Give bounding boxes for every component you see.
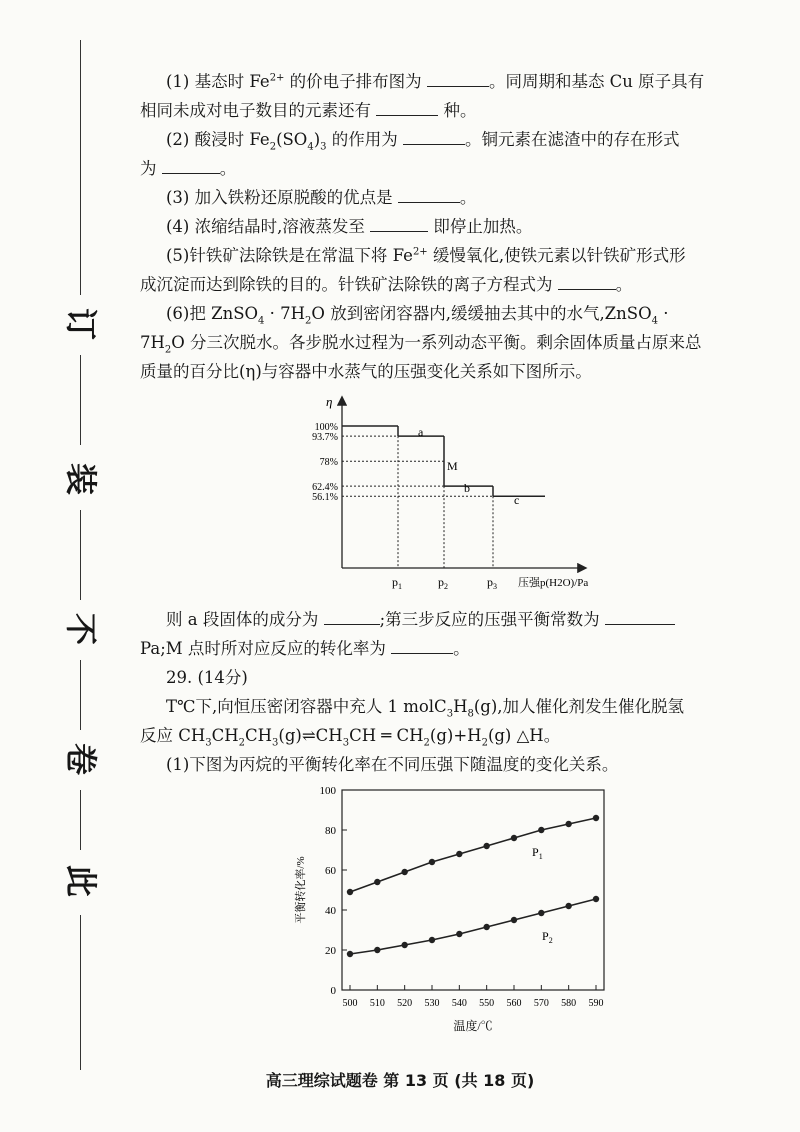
conversion-temperature-chart: [280, 780, 640, 1040]
data-point-p1: [374, 879, 380, 885]
margin-char-zhuang: 装: [62, 462, 100, 495]
segment-label-a: a: [418, 425, 424, 439]
series-line-p2: [350, 899, 596, 954]
answer-blank[interactable]: [376, 99, 438, 116]
question-text: [140, 68, 768, 387]
x-tick-label: 560: [506, 998, 522, 1009]
x-tick-label: 590: [588, 998, 604, 1009]
sub-question-2: (2) 酸浸时 $Fe_2(SO_4)_3$ 的作用为 。铜元素在滤渣中的存在形式: [166, 130, 680, 153]
question-29-stem: T℃下,向恒压密闭容器中充人 1 $molC_3H_8(g)$,加人催化剂发生催化脱氢: [166, 697, 685, 720]
question-29-header: 29. (14分): [166, 668, 248, 687]
answer-blank[interactable]: [605, 608, 675, 625]
sub-question-4: (4) 浓缩结晶时,溶液蒸发至 即停止加热。: [166, 217, 533, 236]
plot-frame: [342, 790, 604, 990]
data-point-p1: [347, 889, 353, 895]
sub-question-1-cont: 相同未成对电子数目的元素还有 种。: [140, 101, 477, 120]
sub-question-3: (3) 加入铁粉还原脱酸的优点是 。: [166, 188, 477, 207]
margin-char-juan: 卷: [62, 742, 100, 775]
data-point-p1: [429, 859, 435, 865]
pressure-tick-label: $p_3$: [487, 575, 497, 591]
y-axis-label: η: [326, 394, 333, 409]
y-axis-title: 平衡转化率/%: [295, 856, 307, 924]
y-tick-label: 20: [325, 945, 336, 957]
data-point-p2: [374, 947, 380, 953]
data-point-p2: [593, 896, 599, 902]
answer-blank[interactable]: [370, 215, 428, 232]
sub-question-5-cont: 成沉淀而达到除铁的目的。针铁矿法除铁的离子方程式为 。: [140, 275, 633, 294]
data-point-p2: [429, 937, 435, 943]
series-line-p1: [350, 818, 596, 892]
sub-question-2-cont: 为 。: [140, 159, 237, 178]
series-label-p2: $P_2$: [542, 929, 553, 945]
x-tick-label: 540: [451, 998, 467, 1009]
answer-blank[interactable]: [162, 157, 220, 174]
sub-question-1: (1) 基态时 $Fe^{2+}$ 的价电子排布图为 。同周期和基态 Cu 原子具有: [166, 72, 705, 91]
pressure-tick-labels: [392, 575, 497, 591]
x-tick-label: 550: [479, 998, 495, 1009]
y-tick-labels: [320, 785, 348, 997]
margin-rule: [80, 660, 81, 730]
eta-pressure-chart: [290, 390, 640, 600]
segment-label-b: b: [464, 481, 470, 495]
sub-question-5: (5)针铁矿法除铁是在常温下将 $Fe^{2+}$ 缓慢氧化,使铁元素以针铁矿形式形: [166, 246, 686, 265]
data-point-p1: [456, 851, 462, 857]
question-29-reaction: 反应 $CH_3CH_2CH_3(g)\rightleftharpoons CH_3CH$ ═ $CH_2(g)+H_2(g)$ △H。: [140, 726, 561, 749]
eta-tick-label: 93.7%: [312, 432, 338, 444]
eta-tick-label: 62.4%: [312, 482, 338, 494]
margin-rule: [80, 40, 81, 295]
sub-question-6-cont2: 质量的百分比(η)与容器中水蒸气的压强变化关系如下图所示。: [140, 362, 592, 381]
pressure-tick-label: $p_2$: [438, 575, 448, 591]
x-tick-label: 510: [369, 998, 385, 1009]
sub-question-6: (6)把 ZnSO$_4$ · $7H_2O$ 放到密闭容器内,缓缓抽去其中的水气,ZnSO$_4$ ·: [166, 304, 669, 327]
series-curves: [347, 815, 599, 957]
data-point-p2: [347, 951, 353, 957]
x-tick-label: 570: [533, 998, 549, 1009]
data-point-p2: [538, 910, 544, 916]
margin-rule: [80, 355, 81, 445]
binding-margin: [18, 40, 100, 1080]
data-point-p2: [456, 931, 462, 937]
pressure-tick-label: $p_1$: [392, 575, 402, 591]
data-point-p2: [511, 917, 517, 923]
data-point-p1: [538, 827, 544, 833]
answer-blank[interactable]: [324, 608, 380, 625]
answer-blank[interactable]: [427, 70, 489, 87]
x-tick-labels: [343, 985, 604, 1009]
data-point-p1: [401, 869, 407, 875]
data-point-p1: [593, 815, 599, 821]
y-tick-label: 0: [330, 985, 336, 997]
sub-question-6-answers-cont: Pa;M 点时所对应反应的转化率为 。: [140, 639, 470, 658]
x-axis-title: 温度/℃: [453, 1019, 493, 1033]
data-point-p1: [511, 835, 517, 841]
data-point-p1: [565, 821, 571, 827]
y-tick-label: 80: [325, 825, 336, 837]
series-label-p1: $P_1$: [532, 845, 543, 861]
sub-question-6-cont: $7H_2O$ 分三次脱水。各步脱水过程为一系列动态平衡。剩余固体质量占原来总: [140, 333, 702, 356]
margin-rule: [80, 510, 81, 600]
margin-char-ci: 此: [62, 864, 100, 897]
eta-tick-label: 100%: [314, 422, 338, 433]
answer-blank[interactable]: [391, 637, 453, 654]
answer-blank[interactable]: [403, 128, 465, 145]
segment-label-c: c: [514, 493, 520, 507]
margin-char-bu: 不: [62, 612, 100, 645]
margin-char-ding: 订: [62, 307, 100, 340]
data-point-p2: [565, 903, 571, 909]
question-text-2: [140, 606, 768, 780]
eta-tick-labels: [312, 422, 338, 503]
y-tick-label: 60: [325, 865, 336, 877]
eta-tick-label: 78%: [319, 457, 338, 469]
x-tick-label: 500: [342, 998, 358, 1009]
data-point-p2: [483, 924, 489, 930]
x-tick-label: 530: [424, 998, 440, 1009]
data-point-p2: [401, 942, 407, 948]
question-29-part-1: (1)下图为丙烷的平衡转化率在不同压强下随温度的变化关系。: [166, 755, 619, 774]
x-axis-label: 压强p(H2O)/Pa: [518, 577, 589, 589]
margin-rule: [80, 790, 81, 850]
y-tick-label: 100: [319, 785, 336, 797]
answer-blank[interactable]: [398, 186, 460, 203]
margin-rule: [80, 915, 81, 1070]
answer-blank[interactable]: [558, 273, 616, 290]
x-tick-label: 580: [561, 998, 577, 1009]
sub-question-6-answers: 则 a 段固体的成分为 ;第三步反应的压强平衡常数为: [140, 606, 768, 633]
point-label-m: M: [447, 459, 458, 473]
x-tick-label: 520: [397, 998, 413, 1009]
y-tick-label: 40: [325, 905, 336, 917]
page-footer: 高三理综试题卷 第 13 页 (共 18 页): [265, 1071, 535, 1090]
data-point-p1: [483, 843, 489, 849]
eta-tick-label: 56.1%: [312, 492, 338, 504]
